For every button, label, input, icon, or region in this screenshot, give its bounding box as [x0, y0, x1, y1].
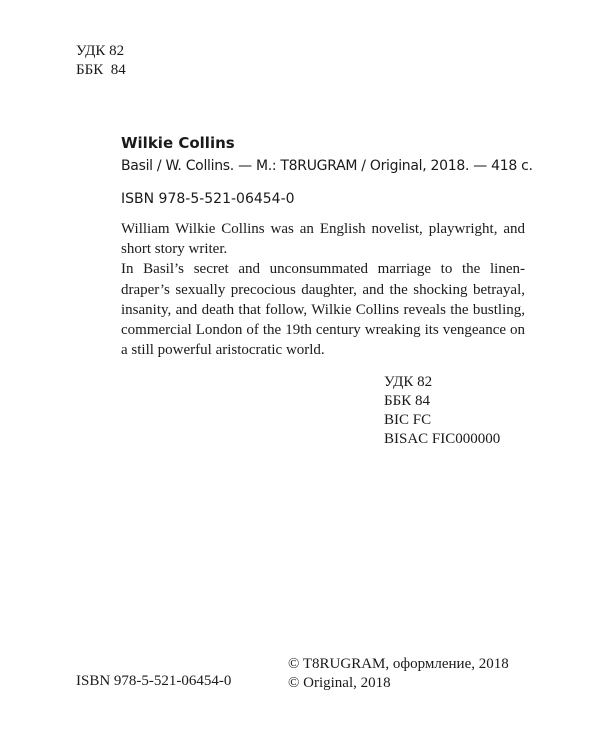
classification-code-bic: BIC FC: [384, 412, 432, 428]
description-paragraph-2: In Basil’s secret and unconsummated marriage to the linen-draper’s sexually precocious daughter, and the shocking betrayal, insanity, and death that follow, Wilkie Collins reveals the bustling, commercial London of the 19th century wreaking its vengeance on a still powerful aristocratic world.: [121, 261, 525, 359]
author-name: Wilkie Collins: [121, 134, 235, 152]
isbn-bottom: ISBN 978-5-521-06454-0: [76, 673, 232, 689]
top-classification-codes: [76, 42, 126, 80]
classification-codes-block: [384, 373, 500, 449]
copyright-original: © Original, 2018: [288, 675, 391, 691]
bibliographic-description: Basil / W. Collins. — M.: T8RUGRAM / Original, 2018. — 418 с.: [121, 158, 533, 174]
bbk-code: ББК 84: [76, 62, 126, 78]
isbn-top: ISBN 978-5-521-06454-0: [121, 191, 295, 207]
classification-code-udk: УДК 82: [384, 374, 433, 390]
description-paragraph-1: William Wilkie Collins was an English novelist, playwright, and short story writer.: [121, 221, 525, 258]
udk-code: УДК 82: [76, 43, 125, 59]
classification-code-bisac: BISAC FIC000000: [384, 431, 501, 447]
copyright-block: [288, 655, 509, 693]
classification-code-bbk: ББК 84: [384, 393, 430, 409]
book-description: [121, 219, 525, 360]
copyright-design: © T8RUGRAM, оформление, 2018: [288, 656, 509, 672]
